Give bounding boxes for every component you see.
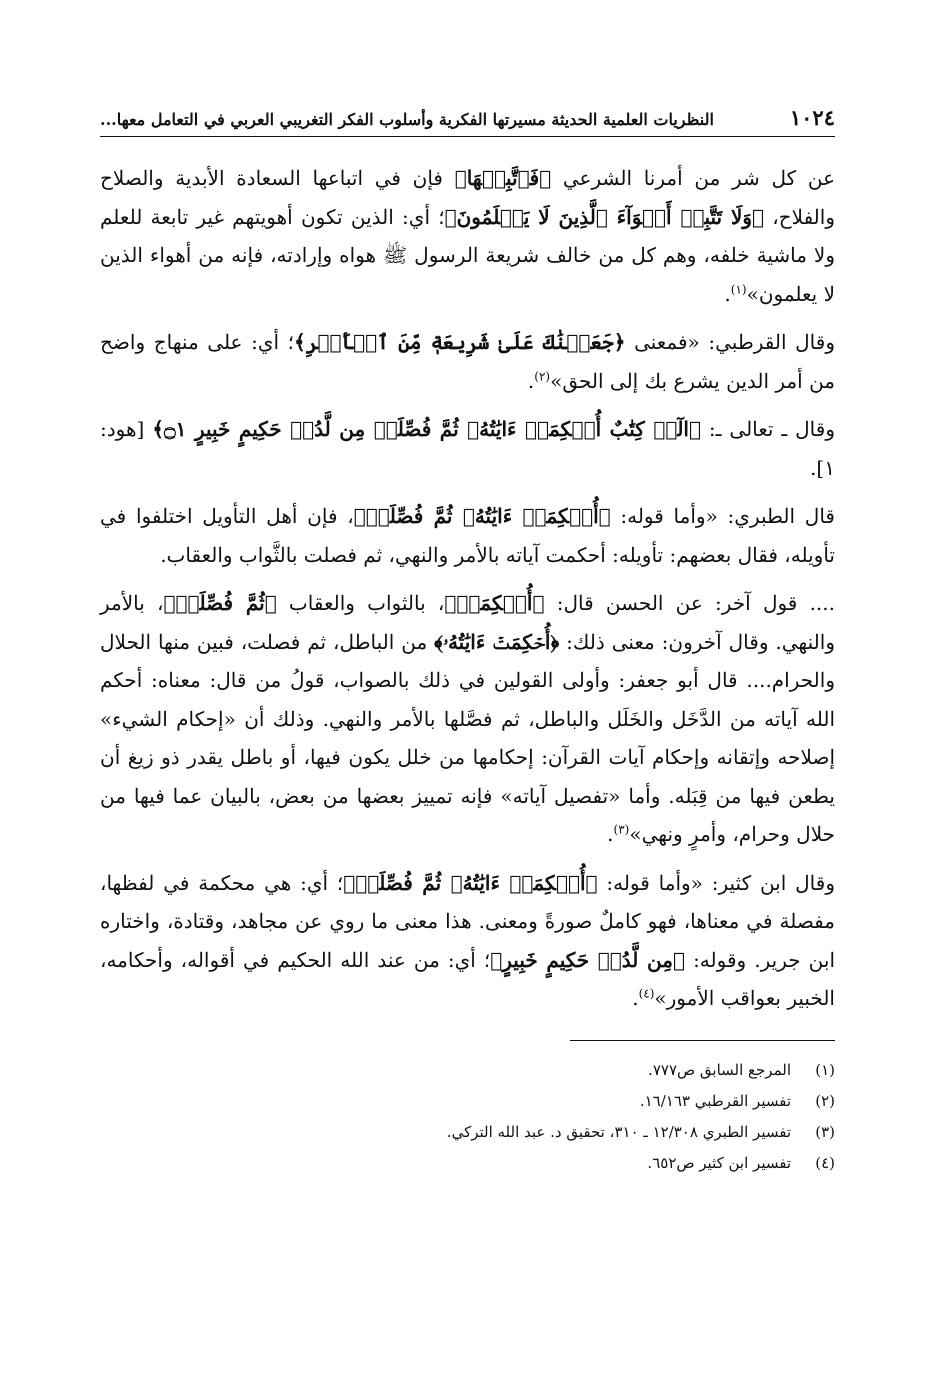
quran-verse: ﴿أُحۡكِمَتۡ ءَايَٰتُهُۥ﴾ <box>434 629 560 654</box>
text-run: فإن في اتباعها السعادة الأبدية والصلاح والفلاح، <box>100 166 835 229</box>
text-run: [هود: ١]. <box>100 417 835 480</box>
footnote <box>100 1086 835 1117</box>
footnote-text: تفسير القرطبي ١٦/١٦٣. <box>639 1091 791 1110</box>
paragraph <box>100 410 835 487</box>
text-run: من الباطل، ثم فصلت، فبين منها الحلال والحرام.... قال أبو جعفر: وأولى القولين في ذلك بالصواب، قولُ من قال: معناه: أحكم الله آياته من الدَّخَل والخَلَل والباطل، ثم فصَّلها بالأمر والنهي. وذلك أن «إحكام الشيء» إصلاحه وإتقانه وإحكام آيات القرآن: إحكامها من خلل يكون فيها، أو باطل يقدر ذو زيغ أن يطعن فيها من قِبَله. وأما «تفصيل آياته» فإنه تمييز بعضها من بعض، بالبيان عما فيها من حلال وحرام، وأمرٍ ونهي» <box>100 629 835 846</box>
footnote-number: (٢) <box>815 1091 835 1110</box>
page-header <box>100 105 835 137</box>
footnote-ref[interactable]: (٤) <box>638 986 655 1001</box>
text-run: وقال ـ تعالى ـ: <box>701 417 835 441</box>
footnote-text: تفسير الطبري ١٢/٣٠٨ ـ ٣١٠، تحقيق د. عبد الله التركي. <box>446 1122 791 1141</box>
text-run: . <box>607 822 614 846</box>
text-run: ، فإن أهل التأويل اختلفوا في تأويله، فقال بعضهم: تأويله: أحكمت آياته بالأمر والنهي، ثم فصلت بالثَّواب والعقاب. <box>100 504 835 567</box>
footnote-ref[interactable]: (٢) <box>534 368 551 383</box>
text-run: ؛ أي: الذين تكون أهويتهم غير تابعة للعلم ولا ماشية خلفه، وهم كل من خالف شريعة الرسول ﷺ هواه وإرادته، فإنه من أهواء الذين لا يعلمون» <box>100 204 835 306</box>
quran-verse: ﴿فَٱتَّبِعۡهَا﴾ <box>454 166 552 190</box>
text-run: ؛ أي: من عند الله الحكيم في أقواله، وأحكامه، الخبير بعواقب الأمور» <box>100 947 835 1010</box>
paragraph <box>100 864 835 1018</box>
footnote <box>100 1117 835 1148</box>
page-number: ١٠٢٤ <box>789 105 835 130</box>
running-title: النظريات العلمية الحديثة مسيرتها الفكرية وأسلوب الفكر التغريبي العربي في التعامل معها... <box>100 110 714 129</box>
text-run: ؛ أي: على منهاج واضح من أمر الدين يشرع بك إلى الحق» <box>100 330 835 393</box>
footnote-ref[interactable]: (٣) <box>613 822 630 837</box>
quran-verse: ﴿أُحۡكِمَتۡ﴾ <box>444 591 545 615</box>
quran-verse: ﴿ثُمَّ فُصِّلَتۡ﴾ <box>163 591 277 615</box>
text-run: ، بالأمر والنهي. وقال آخرون: معنى ذلك: <box>100 591 835 654</box>
quran-verse: ﴿أُحۡكِمَتۡ ءَايَٰتُهُۥ ثُمَّ فُصِّلَتۡ﴾ <box>353 504 611 528</box>
quran-verse: ﴿مِن لَّدُنۡ حَكِيمٍ خَبِيرٍ﴾ <box>490 947 686 972</box>
quran-verse: ﴿أُحۡكِمَتۡ ءَايَٰتُهُۥ ثُمَّ فُصِّلَتۡ﴾ <box>343 870 598 895</box>
book-page <box>100 105 835 1179</box>
text-run: . <box>724 281 731 306</box>
footnote-ref[interactable]: (١) <box>730 281 747 296</box>
text-run: عن كل شر من أمرنا الشرعي <box>551 166 835 190</box>
text-run: قال الطبري: «وأما قوله: <box>610 504 835 528</box>
text-run: وقال ابن كثير: «وأما قوله: <box>597 870 835 895</box>
text-run: . <box>632 986 639 1010</box>
quran-verse: ﴿الٓرۚ كِتَٰبٌ أُحۡكِمَتۡ ءَايَٰتُهُۥ ثُمَّ فُصِّلَتۡ مِن لَّدُنۡ حَكِيمٍ خَبِيرٍ ۝١﴾ <box>152 417 701 441</box>
paragraph <box>100 584 835 854</box>
footnote <box>100 1055 835 1086</box>
paragraph <box>100 497 835 574</box>
footnote <box>100 1148 835 1179</box>
quran-verse: ﴿جَعَلۡنَٰكَ عَلَىٰ شَرِيعَةٖ مِّنَ ٱلۡأَمۡرِ﴾ <box>294 330 626 354</box>
paragraph <box>100 323 835 400</box>
footnote-text: تفسير ابن كثير ص٦٥٢. <box>647 1153 791 1172</box>
footnote-text: المرجع السابق ص٧٧٧. <box>648 1060 791 1079</box>
footnote-list <box>100 1055 835 1179</box>
text-run: وقال القرطبي: «فمعنى <box>625 330 835 354</box>
paragraph <box>100 159 835 313</box>
text-run: .... قول آخر: عن الحسن قال: <box>544 591 836 615</box>
body-text <box>100 159 835 1018</box>
footnote-number: (٤) <box>815 1153 835 1172</box>
footnote-number: (٣) <box>815 1122 835 1141</box>
footnotes-section <box>446 1040 835 1179</box>
text-run: . <box>527 368 535 393</box>
text-run: ، بالثواب والعقاب <box>276 591 445 615</box>
text-run: ؛ أي: هي محكمة في لفظها، مفصلة في معناها، فهو كاملٌ صورةً ومعنى. هذا معنى ما روي عن مجاهد، وقتادة، واختاره ابن جرير. وقوله: <box>100 870 836 972</box>
footnote-number: (١) <box>815 1060 835 1079</box>
quran-verse: ﴿وَلَا تَتَّبِعۡ أَهۡوَآءَ ٱلَّذِينَ لَا يَعۡلَمُونَ﴾ <box>444 204 765 229</box>
